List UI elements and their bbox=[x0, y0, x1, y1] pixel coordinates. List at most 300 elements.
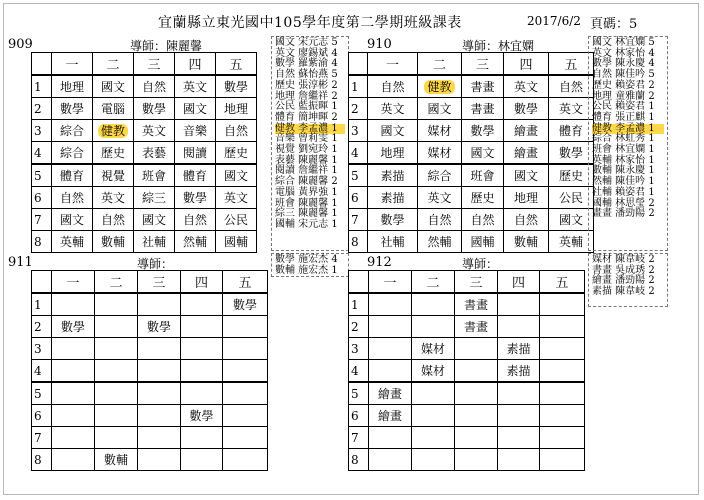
subject-label: 自然 bbox=[470, 213, 495, 227]
subject-cell bbox=[498, 293, 540, 316]
subject-cell bbox=[138, 405, 181, 427]
subject-cell bbox=[134, 187, 175, 209]
period-row bbox=[349, 231, 594, 253]
subject-label: 數學 bbox=[558, 146, 583, 160]
subject-cell bbox=[498, 427, 540, 449]
subject-label: 綜三 bbox=[141, 191, 166, 205]
subject-cell bbox=[138, 293, 181, 316]
subject-cell bbox=[223, 427, 268, 449]
subject-cell bbox=[412, 360, 455, 383]
subject-label: 體育 bbox=[558, 124, 583, 138]
teacher-entry: 音樂 曾莉雯 1 bbox=[275, 133, 338, 145]
subject-cell bbox=[138, 382, 181, 405]
period-row bbox=[32, 164, 257, 187]
subject-label: 歷史 bbox=[223, 146, 248, 160]
subject-cell bbox=[455, 382, 498, 405]
subject-cell bbox=[368, 75, 418, 98]
subject-label: 素描 bbox=[380, 169, 405, 183]
subject-cell bbox=[369, 405, 412, 427]
subject-cell bbox=[549, 120, 594, 142]
period-number: 1 bbox=[32, 75, 52, 98]
subject-label: 素描 bbox=[506, 342, 531, 356]
subject-cell bbox=[418, 209, 462, 231]
period-number: 5 bbox=[349, 382, 369, 405]
period-row bbox=[349, 209, 594, 231]
subject-label: 數學 bbox=[141, 102, 166, 116]
period-row bbox=[32, 338, 268, 360]
subject-cell bbox=[93, 209, 134, 231]
subject-label: 然輔 bbox=[427, 235, 452, 249]
subject-label: 公民 bbox=[558, 191, 583, 205]
period-row bbox=[349, 120, 594, 142]
subject-cell bbox=[412, 316, 455, 338]
subject-cell bbox=[412, 405, 455, 427]
subject-cell bbox=[498, 382, 540, 405]
teacher-entry: 數學 羅紫渝 4 bbox=[275, 58, 338, 70]
period-number: 4 bbox=[349, 360, 369, 383]
period-number: 2 bbox=[349, 316, 369, 338]
day-header: 四 bbox=[504, 53, 549, 76]
subject-cell bbox=[175, 231, 216, 253]
subject-cell bbox=[498, 360, 540, 383]
subject-label: 英文 bbox=[223, 191, 248, 205]
period-number: 8 bbox=[32, 449, 52, 471]
subject-label: 數學 bbox=[470, 124, 495, 138]
subject-cell bbox=[369, 338, 412, 360]
subject-label: 數學 bbox=[60, 320, 85, 334]
subject-cell bbox=[223, 360, 268, 383]
subject-cell bbox=[181, 382, 223, 405]
subject-cell bbox=[216, 98, 257, 120]
teacher-entry: 班會 林宜嫻 1 bbox=[592, 144, 655, 156]
subject-cell bbox=[418, 231, 462, 253]
subject-cell bbox=[369, 293, 412, 316]
teacher-entry: 國輔 宋元志 1 bbox=[275, 218, 338, 230]
class-number: 909 bbox=[8, 37, 33, 52]
period-number: 6 bbox=[32, 187, 52, 209]
subject-label: 國文 bbox=[59, 213, 84, 227]
subject-cell bbox=[412, 382, 455, 405]
teacher-entry: 英輔 林家怡 1 bbox=[592, 154, 655, 166]
subject-label: 自然 bbox=[427, 213, 452, 227]
subject-cell bbox=[95, 449, 138, 471]
subject-cell bbox=[134, 142, 175, 165]
subject-cell bbox=[549, 209, 594, 231]
subject-label: 健教 bbox=[98, 124, 128, 138]
period-row bbox=[349, 164, 594, 187]
subject-label: 地理 bbox=[223, 102, 248, 116]
subject-label: 繪畫 bbox=[377, 409, 402, 423]
page-number: 頁碼：5 bbox=[590, 17, 638, 32]
subject-cell bbox=[134, 120, 175, 142]
corner-cell bbox=[32, 271, 52, 294]
subject-label: 綜合 bbox=[59, 124, 84, 138]
subject-cell bbox=[223, 449, 268, 471]
subject-cell bbox=[175, 164, 216, 187]
day-header: 三 bbox=[455, 271, 498, 294]
subject-label: 英文 bbox=[182, 80, 207, 94]
teacher-entry: 體育 簡坤暉 2 bbox=[275, 111, 338, 123]
subject-cell bbox=[504, 209, 549, 231]
subject-label: 繪畫 bbox=[377, 387, 402, 401]
subject-cell bbox=[462, 120, 504, 142]
period-row bbox=[32, 405, 268, 427]
subject-cell bbox=[498, 405, 540, 427]
subject-cell bbox=[223, 382, 268, 405]
period-row bbox=[32, 382, 268, 405]
subject-cell bbox=[504, 187, 549, 209]
subject-cell bbox=[134, 231, 175, 253]
subject-cell bbox=[368, 120, 418, 142]
subject-label: 繪畫 bbox=[513, 146, 538, 160]
period-number: 1 bbox=[349, 293, 369, 316]
subject-cell bbox=[455, 360, 498, 383]
homeroom-teacher: 導師：林宜嫻 bbox=[462, 39, 535, 53]
subject-cell bbox=[540, 427, 585, 449]
subject-label: 國文 bbox=[558, 213, 583, 227]
day-header: 五 bbox=[223, 271, 268, 294]
teacher-entry: 數學 施宏杰 4 bbox=[275, 254, 338, 265]
subject-label: 數輔 bbox=[513, 235, 538, 249]
teacher-entry: 閱讀 詹繼祥 1 bbox=[275, 165, 338, 177]
period-number: 8 bbox=[349, 231, 368, 253]
teacher-entry: 英文 廖錫斌 4 bbox=[275, 47, 338, 59]
subject-label: 班會 bbox=[141, 169, 166, 183]
period-row bbox=[32, 98, 257, 120]
subject-label: 數學 bbox=[380, 213, 405, 227]
subject-cell bbox=[138, 360, 181, 383]
subject-cell bbox=[462, 142, 504, 165]
subject-cell bbox=[223, 338, 268, 360]
subject-label: 歷史 bbox=[100, 146, 125, 160]
day-header: 四 bbox=[175, 53, 216, 76]
subject-label: 素描 bbox=[506, 364, 531, 378]
subject-cell bbox=[95, 293, 138, 316]
subject-label: 班會 bbox=[470, 169, 495, 183]
subject-label: 繪畫 bbox=[513, 124, 538, 138]
teacher-entry: 電腦 黃界強 1 bbox=[275, 186, 338, 198]
subject-label: 數學 bbox=[223, 80, 248, 94]
subject-cell bbox=[52, 75, 93, 98]
subject-cell bbox=[369, 382, 412, 405]
day-header: 五 bbox=[216, 53, 257, 76]
subject-cell bbox=[412, 427, 455, 449]
period-row bbox=[32, 231, 257, 253]
period-number: 3 bbox=[32, 338, 52, 360]
subject-teacher-list bbox=[588, 36, 668, 251]
subject-cell bbox=[95, 338, 138, 360]
subject-cell bbox=[52, 360, 95, 383]
subject-cell bbox=[462, 209, 504, 231]
subject-cell bbox=[369, 360, 412, 383]
teacher-entry: 健教 李孟濃 1 bbox=[275, 124, 345, 135]
period-number: 1 bbox=[349, 75, 368, 98]
teacher-entry: 國文 林宜嫻 5 bbox=[592, 37, 655, 48]
day-header: 二 bbox=[93, 53, 134, 76]
subject-cell bbox=[223, 293, 268, 316]
teacher-entry: 地理 童雅蘭 2 bbox=[592, 90, 655, 102]
subject-label: 體育 bbox=[59, 169, 84, 183]
subject-cell bbox=[223, 405, 268, 427]
subject-label: 社輔 bbox=[380, 235, 405, 249]
subject-cell bbox=[95, 405, 138, 427]
subject-label: 自然 bbox=[100, 213, 125, 227]
subject-cell bbox=[549, 142, 594, 165]
subject-label: 英文 bbox=[100, 191, 125, 205]
subject-cell bbox=[216, 142, 257, 165]
teacher-entry: 自然 陳佳吟 5 bbox=[592, 69, 655, 81]
teacher-entry: 書畫 吳成琇 2 bbox=[592, 264, 655, 276]
subject-label: 書畫 bbox=[470, 102, 495, 116]
teacher-entry: 表藝 陳麗馨 1 bbox=[275, 154, 338, 166]
class-number: 910 bbox=[367, 37, 392, 52]
subject-cell bbox=[52, 316, 95, 338]
subject-label: 媒材 bbox=[427, 146, 452, 160]
subject-cell bbox=[412, 449, 455, 471]
subject-cell bbox=[455, 405, 498, 427]
subject-cell bbox=[549, 164, 594, 187]
subject-cell bbox=[175, 187, 216, 209]
subject-label: 閱讀 bbox=[182, 146, 207, 160]
period-row bbox=[32, 187, 257, 209]
subject-cell bbox=[369, 449, 412, 471]
day-header: 三 bbox=[138, 271, 181, 294]
period-number: 7 bbox=[32, 209, 52, 231]
teacher-entry: 健教 李孟濃 1 bbox=[592, 124, 664, 135]
timetable bbox=[31, 52, 257, 253]
subject-cell bbox=[181, 449, 223, 471]
subject-cell bbox=[368, 142, 418, 165]
subject-cell bbox=[549, 187, 594, 209]
subject-cell bbox=[540, 382, 585, 405]
subject-label: 國輔 bbox=[223, 235, 248, 249]
subject-cell bbox=[216, 209, 257, 231]
period-number: 5 bbox=[32, 382, 52, 405]
subject-cell bbox=[138, 316, 181, 338]
subject-label: 地理 bbox=[513, 191, 538, 205]
period-row bbox=[349, 427, 585, 449]
day-header: 一 bbox=[52, 53, 93, 76]
subject-cell bbox=[418, 142, 462, 165]
period-row bbox=[349, 360, 585, 383]
subject-cell bbox=[462, 75, 504, 98]
subject-cell bbox=[368, 231, 418, 253]
subject-cell bbox=[52, 142, 93, 165]
subject-label: 數學 bbox=[182, 191, 207, 205]
teacher-entry: 公民 藍振暉 1 bbox=[275, 101, 338, 113]
subject-cell bbox=[216, 75, 257, 98]
period-number: 6 bbox=[32, 405, 52, 427]
day-header: 五 bbox=[549, 53, 594, 76]
subject-cell bbox=[52, 427, 95, 449]
subject-cell bbox=[540, 449, 585, 471]
subject-label: 英輔 bbox=[558, 235, 583, 249]
teacher-entry: 然輔 陳佳吟 1 bbox=[592, 176, 655, 188]
subject-label: 媒材 bbox=[427, 124, 452, 138]
day-header: 二 bbox=[418, 53, 462, 76]
subject-label: 電腦 bbox=[100, 102, 125, 116]
subject-cell bbox=[540, 405, 585, 427]
subject-cell bbox=[216, 120, 257, 142]
subject-cell bbox=[93, 75, 134, 98]
subject-cell bbox=[181, 293, 223, 316]
period-row bbox=[32, 142, 257, 165]
subject-label: 國文 bbox=[513, 169, 538, 183]
period-number: 7 bbox=[349, 427, 369, 449]
period-number: 2 bbox=[32, 316, 52, 338]
subject-cell bbox=[93, 231, 134, 253]
period-row bbox=[349, 293, 585, 316]
subject-cell bbox=[175, 142, 216, 165]
period-row bbox=[349, 142, 594, 165]
period-row bbox=[32, 75, 257, 98]
subject-teacher-list bbox=[271, 253, 349, 277]
subject-label: 英文 bbox=[380, 102, 405, 116]
subject-label: 書畫 bbox=[463, 320, 488, 334]
subject-cell bbox=[52, 382, 95, 405]
subject-cell bbox=[52, 405, 95, 427]
subject-cell bbox=[181, 427, 223, 449]
subject-label: 英文 bbox=[513, 80, 538, 94]
subject-label: 歷史 bbox=[470, 191, 495, 205]
subject-cell bbox=[462, 164, 504, 187]
subject-cell bbox=[369, 316, 412, 338]
subject-label: 表藝 bbox=[141, 146, 166, 160]
subject-cell bbox=[418, 187, 462, 209]
subject-label: 地理 bbox=[380, 146, 405, 160]
subject-teacher-list bbox=[588, 253, 668, 307]
subject-label: 國輔 bbox=[470, 235, 495, 249]
period-number: 3 bbox=[349, 338, 369, 360]
subject-label: 媒材 bbox=[420, 342, 445, 356]
subject-label: 數學 bbox=[146, 320, 171, 334]
homeroom-teacher: 導師： bbox=[462, 257, 499, 271]
subject-cell bbox=[216, 231, 257, 253]
subject-cell bbox=[175, 209, 216, 231]
teacher-entry: 媒材 陳韋岐 2 bbox=[592, 254, 655, 265]
subject-cell bbox=[549, 75, 594, 98]
subject-cell bbox=[175, 120, 216, 142]
subject-cell bbox=[498, 316, 540, 338]
subject-cell bbox=[455, 338, 498, 360]
day-header: 二 bbox=[95, 271, 138, 294]
subject-label: 英文 bbox=[141, 124, 166, 138]
subject-cell bbox=[504, 75, 549, 98]
subject-label: 自然 bbox=[59, 191, 84, 205]
subject-cell bbox=[93, 142, 134, 165]
day-header: 一 bbox=[52, 271, 95, 294]
subject-label: 媒材 bbox=[420, 364, 445, 378]
teacher-entry: 綜三 陳麗馨 1 bbox=[275, 208, 338, 220]
teacher-entry: 綜合 陳麗馨 2 bbox=[275, 176, 338, 188]
teacher-entry: 歷史 賴姿君 2 bbox=[592, 79, 655, 91]
subject-label: 國文 bbox=[182, 102, 207, 116]
subject-cell bbox=[504, 142, 549, 165]
subject-cell bbox=[52, 98, 93, 120]
subject-cell bbox=[368, 187, 418, 209]
subject-cell bbox=[462, 98, 504, 120]
homeroom-teacher: 導師： bbox=[137, 257, 174, 271]
subject-label: 綜合 bbox=[59, 146, 84, 160]
timetable bbox=[348, 52, 594, 253]
teacher-entry: 地理 詹繼祥 2 bbox=[275, 90, 338, 102]
period-number: 3 bbox=[349, 120, 368, 142]
subject-teacher-list bbox=[271, 36, 349, 251]
subject-cell bbox=[93, 98, 134, 120]
corner-cell bbox=[349, 271, 369, 294]
subject-label: 數輔 bbox=[103, 453, 128, 467]
subject-label: 綜合 bbox=[427, 169, 452, 183]
subject-cell bbox=[498, 449, 540, 471]
subject-cell bbox=[504, 164, 549, 187]
subject-label: 健教 bbox=[424, 80, 454, 94]
period-number: 3 bbox=[32, 120, 52, 142]
subject-cell bbox=[181, 405, 223, 427]
subject-cell bbox=[540, 360, 585, 383]
subject-cell bbox=[498, 338, 540, 360]
corner-cell bbox=[349, 53, 368, 76]
period-number: 8 bbox=[32, 231, 52, 253]
period-number: 6 bbox=[349, 405, 369, 427]
subject-cell bbox=[504, 231, 549, 253]
period-row bbox=[349, 75, 594, 98]
subject-label: 然輔 bbox=[182, 235, 207, 249]
subject-cell bbox=[95, 427, 138, 449]
subject-cell bbox=[52, 449, 95, 471]
period-row bbox=[349, 338, 585, 360]
period-row bbox=[349, 382, 585, 405]
subject-label: 國文 bbox=[380, 124, 405, 138]
subject-cell bbox=[540, 338, 585, 360]
period-row bbox=[349, 187, 594, 209]
teacher-entry: 自然 蘇怡燕 5 bbox=[275, 69, 338, 81]
period-number: 8 bbox=[349, 449, 369, 471]
timetable bbox=[31, 270, 268, 471]
subject-cell bbox=[369, 427, 412, 449]
subject-cell bbox=[134, 75, 175, 98]
subject-cell bbox=[462, 231, 504, 253]
subject-label: 體育 bbox=[182, 169, 207, 183]
class-number: 912 bbox=[367, 255, 392, 270]
subject-cell bbox=[52, 164, 93, 187]
subject-label: 自然 bbox=[513, 213, 538, 227]
teacher-entry: 數輔 陳永慶 1 bbox=[592, 165, 655, 177]
subject-cell bbox=[368, 209, 418, 231]
period-row bbox=[32, 427, 268, 449]
subject-label: 國文 bbox=[470, 146, 495, 160]
period-number: 5 bbox=[32, 164, 52, 187]
subject-cell bbox=[52, 209, 93, 231]
period-row bbox=[32, 120, 257, 142]
subject-label: 自然 bbox=[223, 124, 248, 138]
period-row bbox=[349, 449, 585, 471]
subject-label: 國文 bbox=[427, 102, 452, 116]
teacher-entry: 數輔 施宏杰 1 bbox=[275, 264, 338, 276]
period-row bbox=[32, 316, 268, 338]
teacher-entry: 視覺 劉宛玲 1 bbox=[275, 144, 338, 156]
period-number: 5 bbox=[349, 164, 368, 187]
period-row bbox=[32, 293, 268, 316]
page-title: 宜蘭縣立東光國中105學年度第二學期班級課表 bbox=[158, 15, 462, 31]
period-number: 4 bbox=[32, 142, 52, 165]
teacher-entry: 歷史 張淳彬 2 bbox=[275, 79, 338, 91]
subject-label: 書畫 bbox=[470, 80, 495, 94]
subject-label: 音樂 bbox=[182, 124, 207, 138]
teacher-entry: 公民 賴姿君 1 bbox=[592, 101, 655, 113]
subject-cell bbox=[93, 120, 134, 142]
subject-label: 自然 bbox=[558, 80, 583, 94]
subject-label: 數學 bbox=[59, 102, 84, 116]
